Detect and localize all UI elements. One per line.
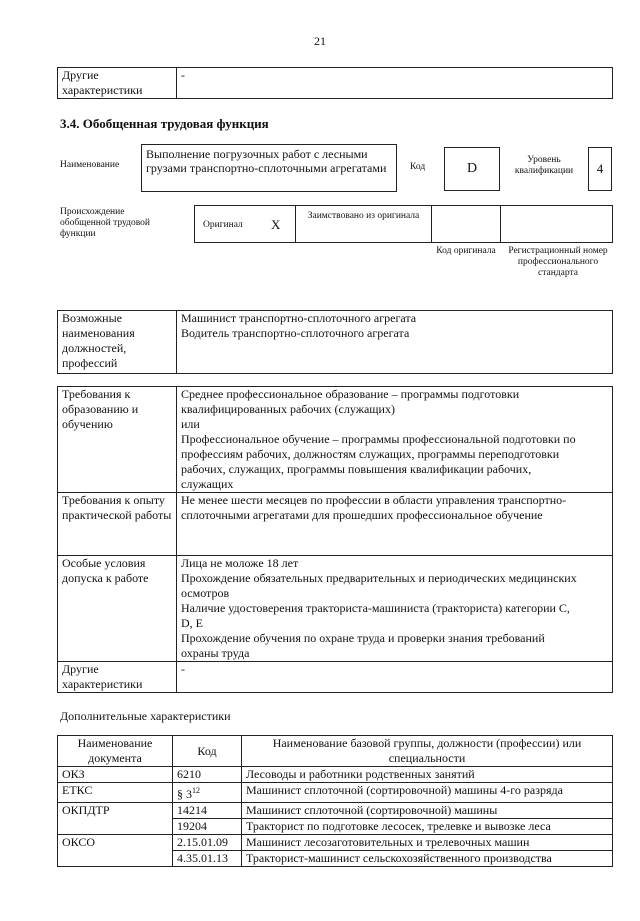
requirement-line: Прохождение обучения по охране труда и проверки знания требований [181,631,545,645]
section-heading: 3.4. Обобщенная трудовая функция [60,116,269,131]
positions-label: Возможные наименования должностей, профессий [58,311,177,374]
header-code: Код [173,736,242,767]
admission-label: Особые условия допуска к работе [58,556,177,662]
row-name: Лесоводы и работники родственных занятий [242,767,613,783]
row-name: Машинист сплоточной (сортировочной) машины 4-го разряда [242,783,613,803]
additional-title: Дополнительные характеристики [60,709,231,723]
name-label: Наименование [60,160,120,170]
function-name-box: Выполнение погрузочных работ с лесными грузами транспортно-сплоточными агрегатами [141,144,397,192]
table-row [58,851,613,867]
page-number: 21 [314,34,326,48]
requirement-line: Среднее профессиональное образование – программы подготовки [181,387,520,401]
borrowed-cell: Заимствовано из оригинала [295,205,432,243]
code-label: Код [410,162,426,172]
row-doc: ОКЗ [58,767,173,783]
registration-number-cell [500,205,613,243]
original-label: Оригинал [203,220,243,230]
origin-label: Происхождение обобщенной трудовой функции [60,207,150,239]
header-document: Наименование документа [58,736,173,767]
row-code: 6210 [173,767,242,783]
requirement-line: Не менее шести месяцев по профессии в области управления транспортно- [181,493,567,507]
other-characteristics-value: - [177,68,613,99]
requirement-line: D, E [181,616,203,630]
requirement-line: или [181,417,200,431]
registration-number-caption: Регистрационный номер профессионального стандарта [508,246,608,278]
requirement-line: профессиям рабочих, должностям служащих, программы переподготовки [181,447,560,461]
row-code: 4.35.01.13 [173,851,242,867]
admission-values [177,556,613,662]
original-cell [194,205,296,243]
row-doc: ЕТКС [58,783,173,803]
other-characteristics-label: Другие характеристики [58,68,177,99]
row-code-sup: 12 [192,786,200,795]
positions-values [177,311,613,374]
table-row [58,835,613,851]
other-value: - [177,662,613,693]
table-row [58,783,613,803]
row-doc: ОКСО [58,835,173,851]
row-name: Тракторист по подготовке лесосек, трелевке и вывозке леса [242,819,613,835]
original-mark: X [271,217,281,232]
additional-table [57,735,613,867]
requirement-line: квалифицированных рабочих (служащих) [181,402,395,416]
requirement-line: осмотров [181,586,230,600]
row-code: 19204 [173,819,242,835]
function-code-box: D [444,147,500,191]
row-doc [58,851,173,867]
requirement-line: служащих [181,477,234,491]
requirement-line: охраны труда [181,646,250,660]
requirement-line: Лица не моложе 18 лет [181,556,299,570]
row-name: Машинист лесозаготовительных и трелевочных машин [242,835,613,851]
table-row [58,767,613,783]
row-code [173,783,242,803]
top-other-characteristics-table [57,67,613,99]
requirement-line: сплоточными агрегатами для прошедших профессиональное обучение [181,508,543,522]
education-values [177,387,613,493]
row-doc: ОКПДТР [58,803,173,819]
requirement-line: Прохождение обязательных предварительных и периодических медицинских [181,571,577,585]
requirement-line: рабочих, служащих, программы повышения квалификации рабочих, [181,462,532,476]
experience-label: Требования к опыту практической работы [58,493,177,556]
requirement-line: Наличие удостоверения тракториста-машиниста (тракториста) категории С, [181,601,570,615]
table-row [58,819,613,835]
row-doc [58,819,173,835]
row-code: 2.15.01.09 [173,835,242,851]
position-item: Водитель транспортно-сплоточного агрегата [181,326,410,340]
row-name: Машинист сплоточной (сортировочной) машины [242,803,613,819]
qualification-level-label: Уровень квалификации [514,155,574,176]
qualification-level-box: 4 [588,147,612,191]
requirements-table [57,386,613,693]
original-code-caption: Код оригинала [436,246,496,256]
other-label: Другие характеристики [58,662,177,693]
row-name: Тракторист-машинист сельскохозяйственного производства [242,851,613,867]
table-row [58,803,613,819]
education-label: Требования к образованию и обучению [58,387,177,493]
positions-table [57,310,613,374]
position-item: Машинист транспортно-сплоточного агрегата [181,311,417,325]
requirement-line: Профессиональное обучение – программы профессиональной подготовки по [181,432,576,446]
experience-values [177,493,613,556]
original-code-cell [431,205,501,243]
row-code-text: § 3 [177,787,192,801]
row-code: 14214 [173,803,242,819]
header-name: Наименование базовой группы, должности (профессии) или специальности [242,736,613,767]
